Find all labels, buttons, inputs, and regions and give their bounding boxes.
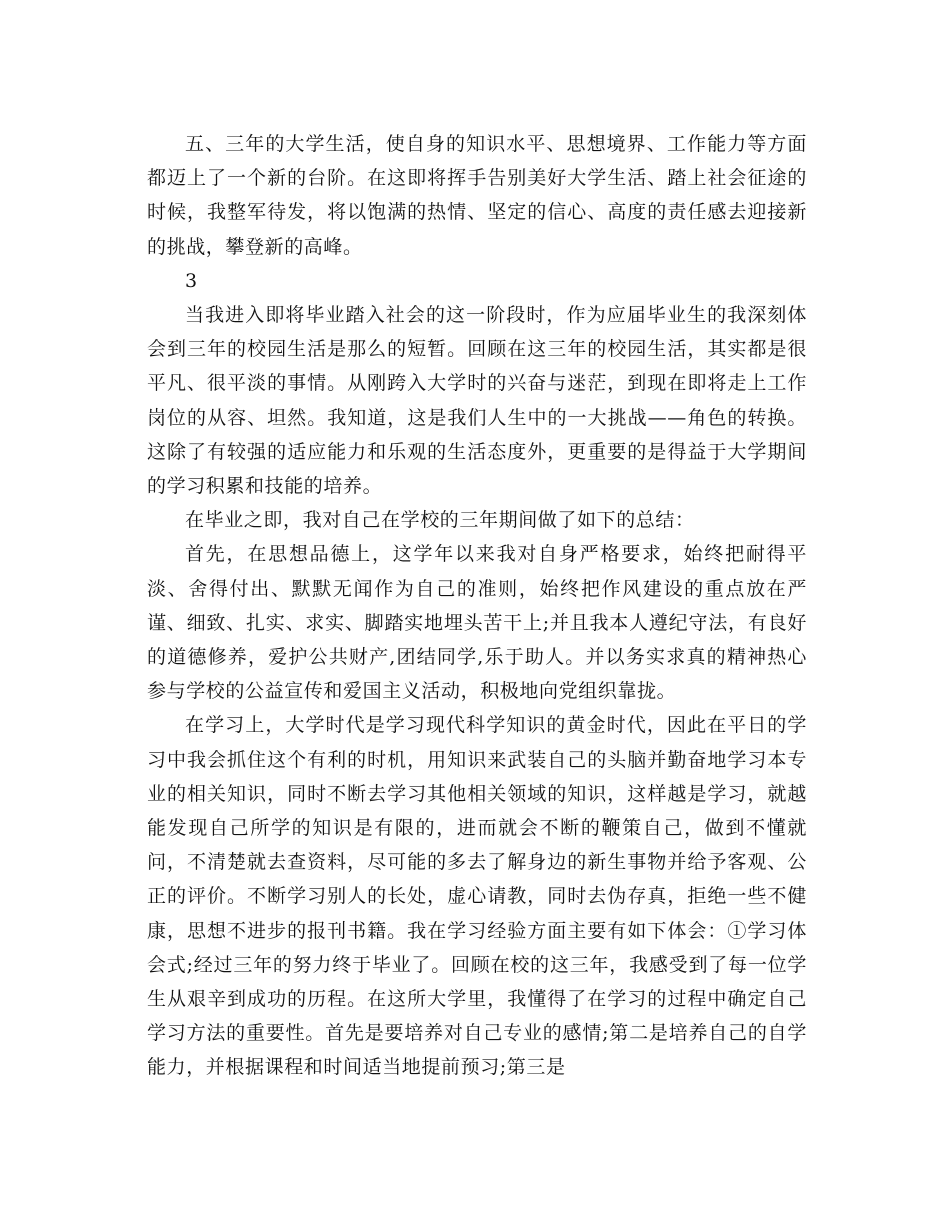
- paragraph-study: 在学习上，大学时代是学习现代科学知识的黄金时代，因此在平日的学习中我会抓住这个有利的时机，用知识来武装自己的头脑并勤奋地学习本专业的相关知识，同时不断去学习其他相关领域的知识，这样越是学习，就越能发现自己所学的知识是有限的，进而就会不断的鞭策自己，做到不懂就问，不清楚就去查资料，尽可能的多去了解身边的新生事物并给予客观、公正的评价。不断学习别人的长处，虚心请教，同时去伪存真，拒绝一些不健康，思想不进步的报刊书籍。我在学习经验方面主要有如下体会：①学习体会式;经过三年的努力终于毕业了。回顾在校的这三年，我感受到了每一位学生从艰辛到成功的历程。在这所大学里，我懂得了在学习的过程中确定自己学习方法的重要性。首先是要培养对自己专业的感情;第二是培养自己的自学能力，并根据课程和时间适当地提前预习;第三是: [147, 714, 807, 1079]
- section-number: 3: [185, 269, 198, 292]
- paragraph-summary-lead: 在毕业之即，我对自己在学校的三年期间做了如下的总结：: [185, 509, 695, 532]
- paragraph-intro: 当我进入即将毕业踏入社会的这一阶段时，作为应届毕业生的我深刻体会到三年的校园生活是那么的短暂。回顾在这三年的校园生活，其实都是很平凡、很平淡的事情。从刚跨入大学时的兴奋与迷茫，到现在即将走上工作岗位的从容、坦然。我知道，这是我们人生中的一大挑战——角色的转换。这除了有较强的适应能力和乐观的生活态度外，更重要的是得益于大学期间的学习积累和技能的培养。: [147, 304, 807, 498]
- paragraph-conclusion-five: 五、三年的大学生活，使自身的知识水平、思想境界、工作能力等方面都迈上了一个新的台阶。在这即将挥手告别美好大学生活、踏上社会征途的时候，我整军待发，将以饱满的热情、坚定的信心、高度的责任感去迎接新的挑战，攀登新的高峰。: [147, 133, 807, 258]
- document-body: [147, 127, 807, 1085]
- paragraph-moral-character: 首先，在思想品德上，这学年以来我对自身严格要求，始终把耐得平淡、舍得付出、默默无闻作为自己的准则，始终把作风建设的重点放在严谨、细致、扎实、求实、脚踏实地埋头苦干上;并且我本人遵纪守法，有良好的道德修养，爱护公共财产,团结同学,乐于助人。并以务实求真的精神热心参与学校的公益宣传和爱国主义活动，积极地向党组织靠拢。: [147, 543, 807, 703]
